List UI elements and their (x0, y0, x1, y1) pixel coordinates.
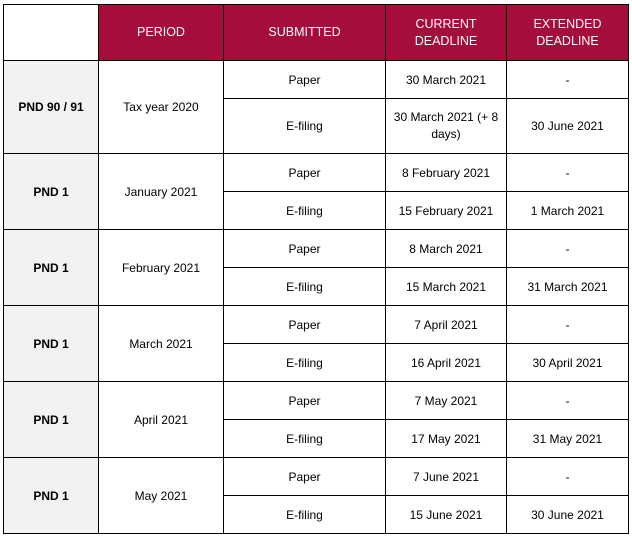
submitted-cell: Paper (224, 61, 386, 99)
table-row (4, 382, 629, 420)
submitted-cell: E-filing (224, 192, 386, 230)
form-cell: PND 1 (4, 458, 99, 534)
extended-deadline-cell: - (507, 306, 629, 344)
current-deadline-cell: 8 February 2021 (386, 154, 507, 192)
table-row (4, 61, 629, 99)
table-row (4, 306, 629, 344)
submitted-cell: Paper (224, 154, 386, 192)
header-period: PERIOD (99, 5, 224, 61)
current-deadline-cell: 15 March 2021 (386, 268, 507, 306)
submitted-cell: Paper (224, 458, 386, 496)
current-deadline-cell: 30 March 2021 (+ 8 days) (386, 99, 507, 154)
form-cell: PND 1 (4, 154, 99, 230)
form-cell: PND 1 (4, 306, 99, 382)
extended-deadline-cell: - (507, 61, 629, 99)
header-extended-deadline: EXTENDED DEADLINE (507, 5, 629, 61)
header-row (4, 5, 629, 61)
extended-deadline-cell: - (507, 458, 629, 496)
current-deadline-cell: 17 May 2021 (386, 420, 507, 458)
submitted-cell: E-filing (224, 268, 386, 306)
current-deadline-cell: 15 February 2021 (386, 192, 507, 230)
extended-deadline-cell: - (507, 230, 629, 268)
submitted-cell: Paper (224, 306, 386, 344)
submitted-cell: E-filing (224, 420, 386, 458)
current-deadline-cell: 30 March 2021 (386, 61, 507, 99)
submitted-cell: E-filing (224, 496, 386, 534)
period-cell: May 2021 (99, 458, 224, 534)
extended-deadline-cell: - (507, 154, 629, 192)
period-cell: February 2021 (99, 230, 224, 306)
extended-deadline-cell: 31 May 2021 (507, 420, 629, 458)
period-cell: Tax year 2020 (99, 61, 224, 154)
form-cell: PND 1 (4, 230, 99, 306)
extended-deadline-cell: - (507, 382, 629, 420)
form-cell: PND 90 / 91 (4, 61, 99, 154)
current-deadline-cell: 7 May 2021 (386, 382, 507, 420)
period-cell: March 2021 (99, 306, 224, 382)
extended-deadline-cell: 30 April 2021 (507, 344, 629, 382)
extended-deadline-cell: 30 June 2021 (507, 496, 629, 534)
submitted-cell: Paper (224, 230, 386, 268)
period-cell: January 2021 (99, 154, 224, 230)
period-cell: April 2021 (99, 382, 224, 458)
extended-deadline-cell: 31 March 2021 (507, 268, 629, 306)
header-submitted: SUBMITTED (224, 5, 386, 61)
current-deadline-cell: 7 April 2021 (386, 306, 507, 344)
current-deadline-cell: 8 March 2021 (386, 230, 507, 268)
form-cell: PND 1 (4, 382, 99, 458)
submitted-cell: E-filing (224, 99, 386, 154)
current-deadline-cell: 15 June 2021 (386, 496, 507, 534)
deadline-table (3, 4, 629, 534)
submitted-cell: E-filing (224, 344, 386, 382)
table-row (4, 230, 629, 268)
extended-deadline-cell: 30 June 2021 (507, 99, 629, 154)
table-row (4, 458, 629, 496)
header-current-deadline: CURRENT DEADLINE (386, 5, 507, 61)
table-row (4, 154, 629, 192)
submitted-cell: Paper (224, 382, 386, 420)
current-deadline-cell: 7 June 2021 (386, 458, 507, 496)
header-corner-cell (4, 5, 99, 61)
current-deadline-cell: 16 April 2021 (386, 344, 507, 382)
extended-deadline-cell: 1 March 2021 (507, 192, 629, 230)
